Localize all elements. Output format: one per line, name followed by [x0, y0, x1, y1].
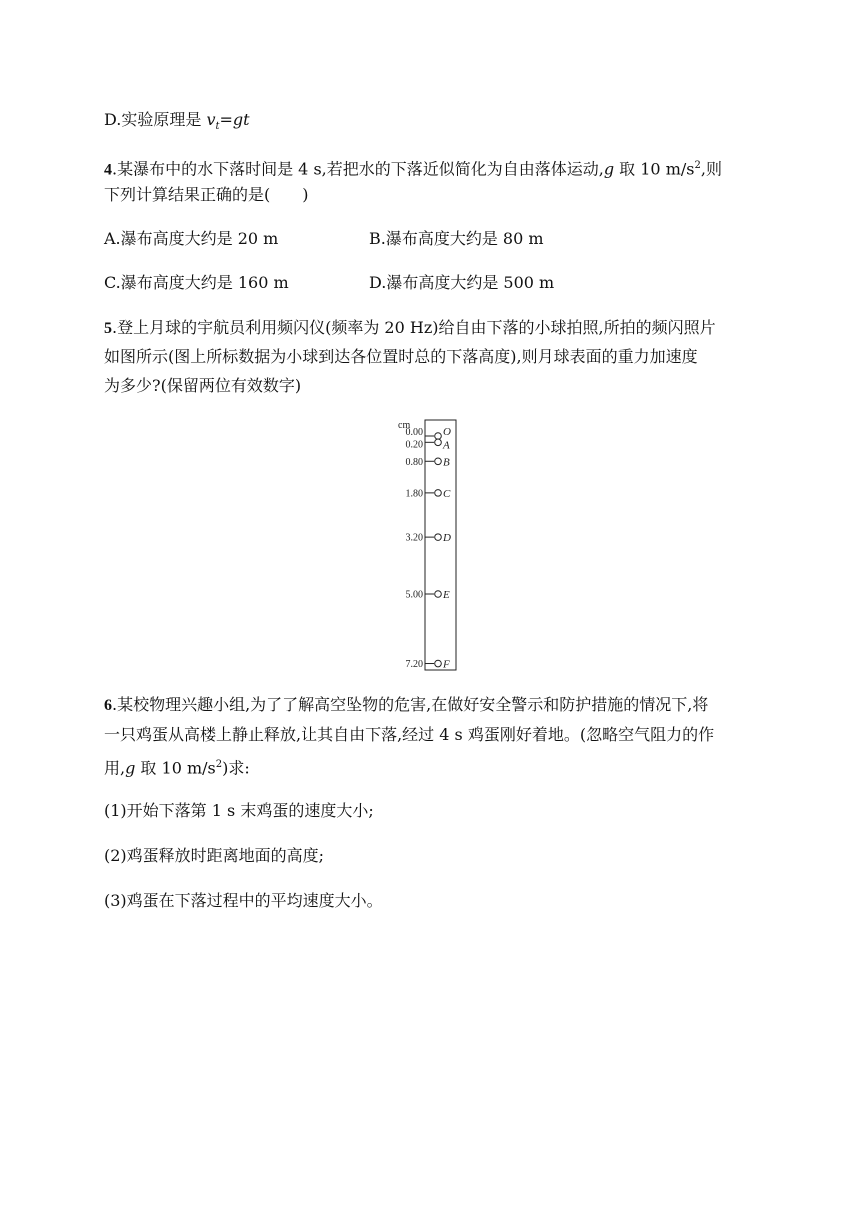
ball-D: [435, 534, 442, 541]
q4-option-d: D.瀑布高度大约是 500 m: [369, 273, 555, 292]
height-label-O: 0.00: [405, 427, 423, 438]
point-label-C: C: [443, 487, 451, 500]
q5-stem-line1: [104, 318, 716, 339]
point-label-E: E: [443, 589, 450, 601]
q3-option-d-eq: =: [219, 110, 233, 129]
height-label-D: 3.20: [405, 532, 423, 544]
photo-frame: [425, 420, 456, 670]
q6-sub-1: (1)开始下落第 1 s 末鸡蛋的速度大小;: [104, 801, 374, 820]
point-label-F: F: [443, 658, 450, 671]
q6-stem-sup: 2: [215, 759, 223, 770]
height-label-B: 0.80: [405, 456, 423, 468]
strobe-photo-figure: [395, 418, 465, 673]
q6-stem-c: )求:: [222, 758, 250, 778]
height-label-C: 1.80: [405, 488, 423, 500]
q6-sub-2: (2)鸡蛋释放时距离地面的高度;: [104, 846, 325, 865]
point-label-B: B: [443, 456, 450, 469]
q4-option-a: A.瀑布高度大约是 20 m: [104, 229, 279, 248]
point-label-O: O: [443, 426, 451, 438]
height-label-E: 5.00: [405, 589, 423, 601]
q4-option-b: B.瀑布高度大约是 80 m: [369, 229, 544, 248]
q4-stem-line2: 下列计算结果正确的是( ): [104, 185, 309, 204]
q4-stem-line1: [104, 156, 722, 180]
q4-stem-b: 取 10 m/s: [614, 159, 695, 179]
q5-stem-line3: 为多少?(保留两位有效数字): [104, 376, 302, 395]
q6-stem-line1-text: .某校物理兴趣小组,为了了解高空坠物的危害,在做好安全警示和防护措施的情况下,将: [112, 695, 709, 714]
ball-B: [435, 458, 442, 465]
q4-stem-g: g: [603, 159, 615, 179]
q6-stem-a: 用,: [104, 758, 126, 778]
q3-option-d: [104, 110, 250, 137]
q4-option-c: C.瀑布高度大约是 160 m: [104, 273, 289, 292]
q6-stem-line3: [104, 755, 250, 778]
strobe-photo-svg: [395, 418, 465, 673]
q5-number: 5: [104, 320, 112, 337]
unit-label: cm: [398, 420, 411, 431]
height-label-F: 7.20: [405, 659, 423, 671]
ball-E: [435, 591, 442, 598]
q6-stem-line2: 一只鸡蛋从高楼上静止释放,让其自由下落,经过 4 s 鸡蛋刚好着地。(忽略空气阻力的作: [104, 725, 715, 744]
q4-stem-a: .某瀑布中的水下落时间是 4 s,若把水的下落近似简化为自由落体运动,: [112, 159, 604, 179]
q6-stem-b: 取 10 m/s: [135, 758, 216, 778]
q4-stem-c: ,则: [700, 159, 722, 179]
q4-stem-sup: 2: [694, 160, 701, 171]
height-label-A: 0.20: [405, 439, 423, 451]
q5-stem-line1-text: .登上月球的宇航员利用频闪仪(频率为 20 Hz)给自由下落的小球拍照,所拍的频闪照片: [112, 318, 716, 337]
q3-option-d-sub: t: [215, 121, 220, 133]
q5-stem-line2: 如图所示(图上所标数据为小球到达各位置时总的下落高度),则月球表面的重力加速度: [104, 347, 698, 366]
ball-C: [435, 490, 442, 497]
ball-A: [435, 439, 442, 446]
q3-option-d-gt: gt: [232, 110, 250, 129]
q3-option-d-v: v: [206, 110, 216, 129]
q6-stem-g: g: [125, 758, 136, 778]
point-label-D: D: [443, 532, 451, 545]
q4-number: 4: [104, 161, 112, 179]
q6-number: 6: [104, 697, 112, 714]
ball-F: [435, 660, 442, 667]
ball-O: [435, 433, 442, 440]
point-label-A: A: [443, 439, 450, 452]
q6-stem-line1: [104, 695, 708, 716]
q3-option-d-prefix: D.实验原理是: [104, 110, 207, 129]
q6-sub-3: (3)鸡蛋在下落过程中的平均速度大小。: [104, 891, 383, 910]
